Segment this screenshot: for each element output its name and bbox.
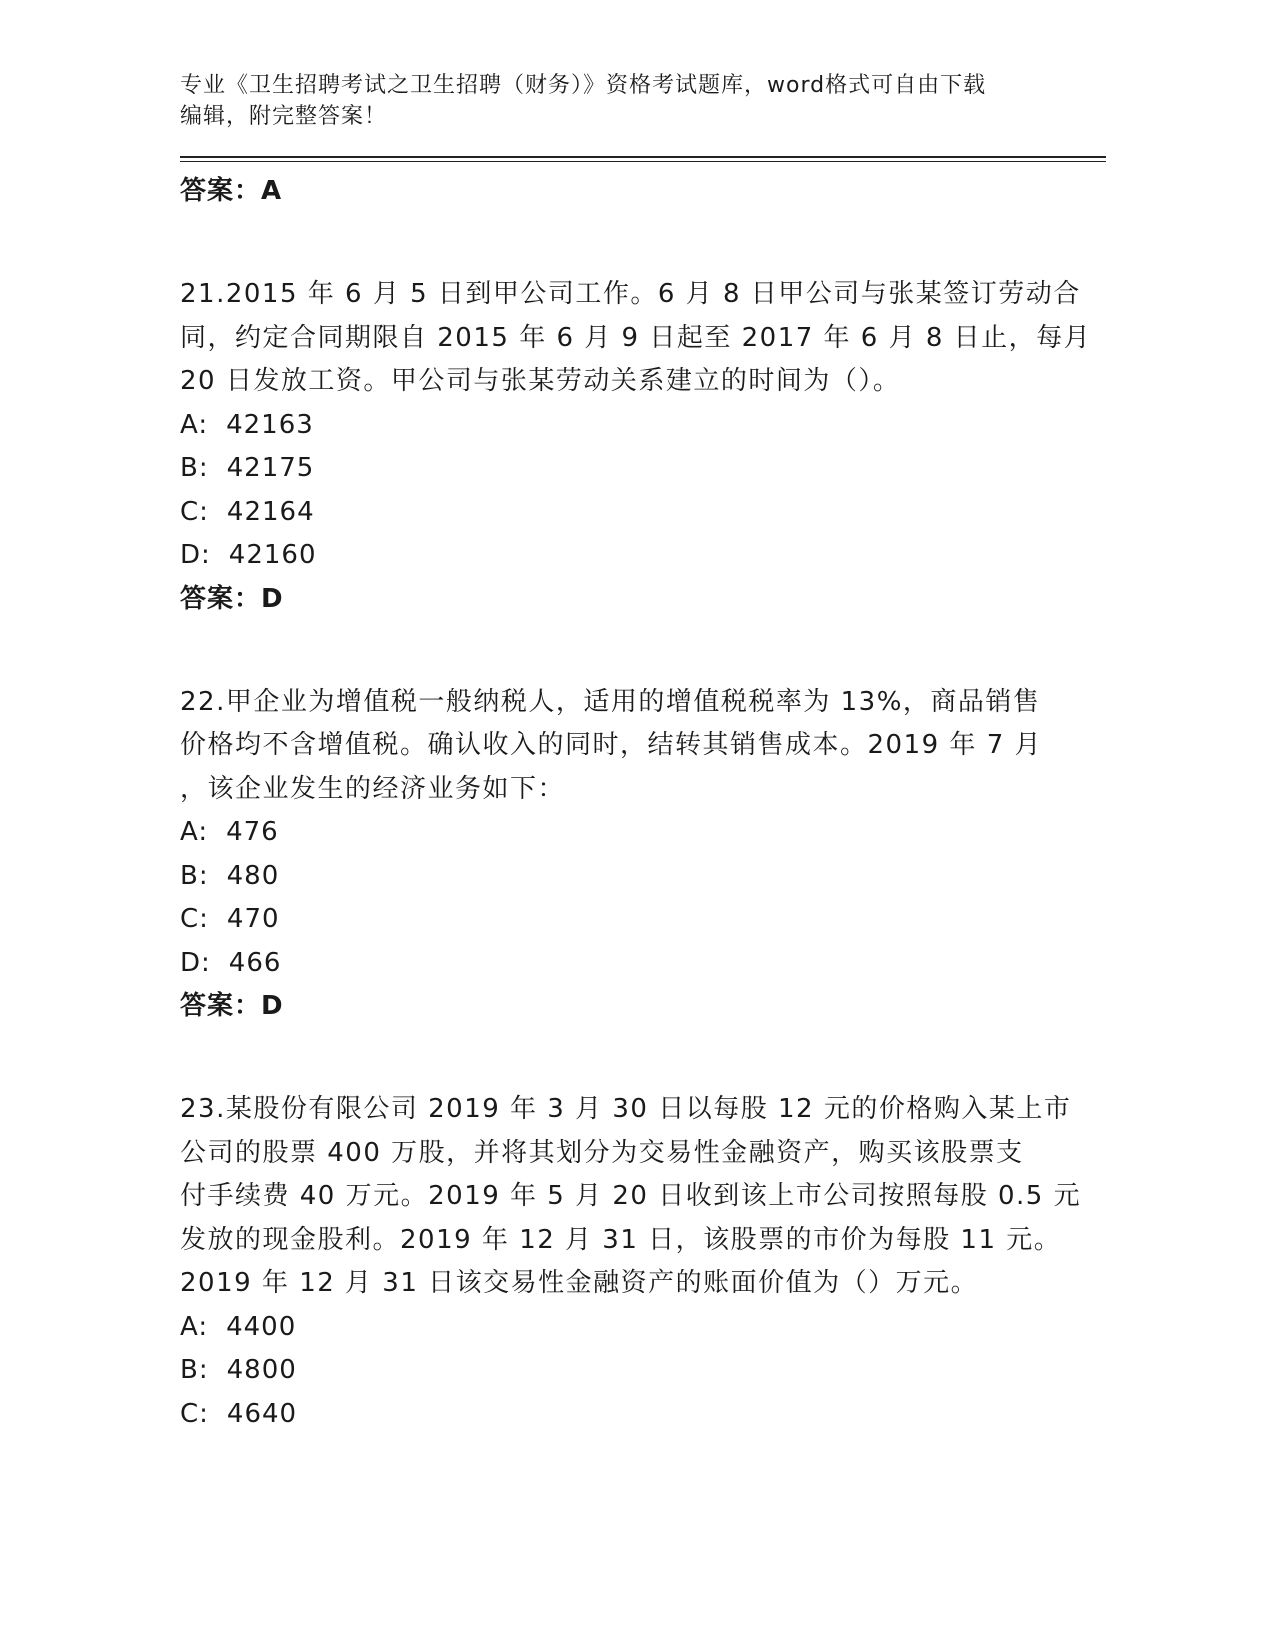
answer-label: 答案：D <box>180 991 284 1021</box>
option-a: A: 42163 <box>180 409 314 440</box>
question-line: 同，约定合同期限自 2015 年 6 月 9 日起至 2017 年 6 月 8 日止，每月 <box>180 322 1092 353</box>
question-line: 22.甲企业为增值税一般纳税人，适用的增值税税率为 13%，商品销售 <box>180 686 1041 717</box>
question-line: 价格均不含增值税。确认收入的同时，结转其销售成本。2019 年 7 月 <box>180 730 1043 760</box>
option-b: B: 4800 <box>180 1355 297 1385</box>
document-page <box>180 70 1106 1436</box>
option-d: D: 466 <box>180 947 282 978</box>
option-c: C: 4640 <box>180 1398 298 1429</box>
document-header <box>180 70 1106 132</box>
answer-label: 答案：D <box>180 583 284 614</box>
question-block <box>180 681 1106 1029</box>
answer-label: 答案：A <box>180 176 283 206</box>
option-c: C: 470 <box>180 904 280 934</box>
divider-thin <box>180 161 1106 162</box>
option-a: A: 4400 <box>180 1311 297 1342</box>
question-line: 公司的股票 400 万股，并将其划分为交易性金融资产，购买该股票支 <box>180 1137 1024 1168</box>
header-line: 专业《卫生招聘考试之卫生招聘（财务）》资格考试题库，word格式可自由下载 <box>180 73 987 98</box>
option-c: C: 42164 <box>180 496 315 527</box>
question-line: 23.某股份有限公司 2019 年 3 月 30 日以每股 12 元的价格购入某上市 <box>180 1094 1072 1124</box>
option-d: D: 42160 <box>180 540 317 570</box>
question-line: 发放的现金股利。2019 年 12 月 31 日，该股票的市价为每股 11 元。 <box>180 1224 1062 1255</box>
question-block <box>180 273 1106 621</box>
question-block <box>180 1088 1106 1436</box>
question-line: 20 日发放工资。甲公司与张某劳动关系建立的时间为（）。 <box>180 366 901 396</box>
option-a: A: 476 <box>180 817 279 847</box>
option-b: B: 480 <box>180 860 280 891</box>
question-line: 21.2015 年 6 月 5 日到甲公司工作。6 月 8 日甲公司与张某签订劳动合 <box>180 279 1081 309</box>
divider-thick <box>180 156 1106 158</box>
question-line: ，该企业发生的经济业务如下： <box>180 773 566 804</box>
header-line: 编辑，附完整答案！ <box>180 104 388 129</box>
question-line: 付手续费 40 万元。2019 年 5 月 20 日收到该上市公司按照每股 0.5 元 <box>180 1181 1082 1211</box>
option-b: B: 42175 <box>180 453 315 483</box>
header-divider <box>180 156 1106 162</box>
question-line: 2019 年 12 月 31 日该交易性金融资产的账面价值为（）万元。 <box>180 1268 979 1298</box>
